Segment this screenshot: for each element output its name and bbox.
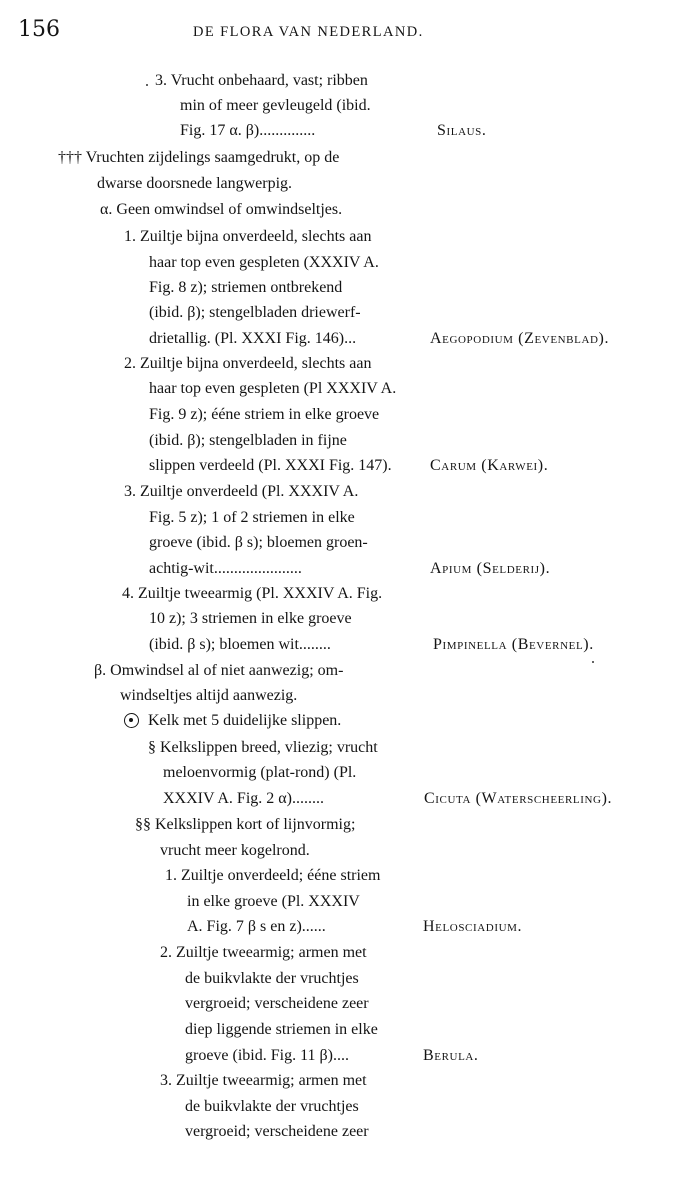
- text-line: vergroeid; verscheidene zeer: [185, 1123, 369, 1140]
- genus-name: Apium (Selderij).: [430, 560, 551, 577]
- text-line: dwarse doorsnede langwerpig.: [97, 175, 293, 192]
- running-title: DE FLORA VAN NEDERLAND.: [193, 24, 424, 40]
- text-line: 3. Zuiltje onverdeeld (Pl. XXXIV A.: [124, 483, 359, 500]
- text-line: (ibid. β s); bloemen wit........: [149, 636, 331, 653]
- genus-name: Cicuta (Waterscheerling).: [424, 790, 613, 807]
- text-line: groeve (ibid. β s); bloemen groen-: [149, 534, 368, 551]
- text-line: Fig. 8 z); striemen ontbrekend: [149, 279, 343, 296]
- text-line: 2. Zuiltje bijna onverdeeld, slechts aan: [124, 355, 372, 372]
- print-speck: [146, 84, 148, 86]
- genus-name: Helosciadium.: [423, 918, 523, 935]
- text-line: § Kelkslippen breed, vliezig; vrucht: [148, 739, 378, 756]
- text-line: 3. Zuiltje tweearmig; armen met: [160, 1072, 367, 1089]
- text-line: Fig. 5 z); 1 of 2 striemen in elke: [149, 509, 355, 526]
- text-line: 1. Zuiltje onverdeeld; ééne striem: [165, 867, 381, 884]
- text-line: XXXIV A. Fig. 2 α)........: [163, 790, 324, 807]
- text-line: (ibid. β); stengelbladen driewerf-: [149, 304, 361, 321]
- genus-name: Carum (Karwei).: [430, 457, 549, 474]
- print-speck: [592, 661, 594, 663]
- genus-name: Silaus.: [437, 122, 487, 139]
- text-line: α. Geen omwindsel of omwindseltjes.: [100, 201, 343, 218]
- text-line: 2. Zuiltje tweearmig; armen met: [160, 944, 367, 961]
- text-line: drietallig. (Pl. XXXI Fig. 146)...: [149, 330, 357, 347]
- text-line: vrucht meer kogelrond.: [160, 842, 310, 859]
- text-line: diep liggende striemen in elke: [185, 1021, 378, 1038]
- text-line: Kelk met 5 duidelijke slippen.: [148, 712, 342, 729]
- text-line: vergroeid; verscheidene zeer: [185, 995, 369, 1012]
- page-number: 156: [18, 17, 60, 42]
- text-line: ††† Vruchten zijdelings saamgedrukt, op de: [58, 149, 340, 166]
- text-line: 3. Vrucht onbehaard, vast; ribben: [155, 72, 368, 89]
- text-line: haar top even gespleten (Pl XXXIV A.: [149, 380, 397, 397]
- text-line: §§ Kelkslippen kort of lijnvormig;: [135, 816, 356, 833]
- text-line: min of meer gevleugeld (ibid.: [180, 97, 371, 114]
- text-line: 10 z); 3 striemen in elke groeve: [149, 610, 352, 627]
- text-line: windseltjes altijd aanwezig.: [120, 687, 298, 704]
- text-line: A. Fig. 7 β s en z)......: [187, 918, 326, 935]
- text-line: Fig. 9 z); ééne striem in elke groeve: [149, 406, 380, 423]
- text-line: β. Omwindsel al of niet aanwezig; om-: [94, 662, 344, 679]
- text-line: meloenvormig (plat-rond) (Pl.: [163, 764, 357, 781]
- text-line: haar top even gespleten (XXXIV A.: [149, 254, 379, 271]
- text-line: de buikvlakte der vruchtjes: [185, 1098, 359, 1115]
- genus-name: Berula.: [423, 1047, 479, 1064]
- text-line: groeve (ibid. Fig. 11 β)....: [185, 1047, 349, 1064]
- genus-name: Aegopodium (Zevenblad).: [430, 330, 610, 347]
- text-line: Fig. 17 α. β)..............: [180, 122, 316, 139]
- text-line: slippen verdeeld (Pl. XXXI Fig. 147).: [149, 457, 392, 474]
- text-line: 4. Zuiltje tweearmig (Pl. XXXIV A. Fig.: [122, 585, 383, 602]
- circled-dot-icon: [124, 713, 139, 728]
- text-line: (ibid. β); stengelbladen in fijne: [149, 432, 347, 449]
- text-line: de buikvlakte der vruchtjes: [185, 970, 359, 987]
- genus-name: Pimpinella (Bevernel).: [433, 636, 594, 653]
- text-line: in elke groeve (Pl. XXXIV: [187, 893, 360, 910]
- text-line: achtig-wit......................: [149, 560, 302, 577]
- text-line: 1. Zuiltje bijna onverdeeld, slechts aan: [124, 228, 372, 245]
